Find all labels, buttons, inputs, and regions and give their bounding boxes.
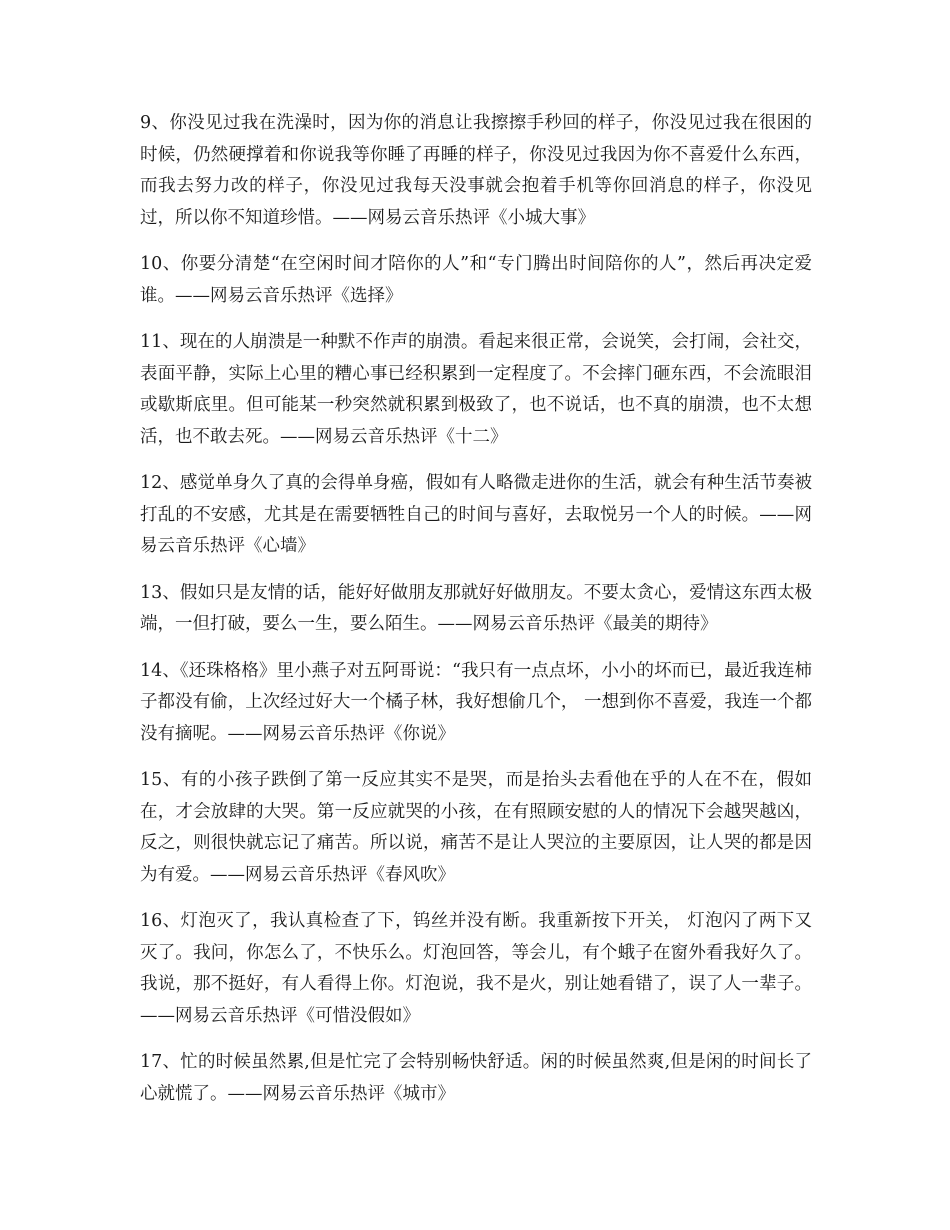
quote-paragraph-13: 13、假如只是友情的话，能好好做朋友那就好好做朋友。不要太贪心，爱情这东西太极端，一但打破，要么一生，要么陌生。——网易云音乐热评《最美的期待》 xyxy=(140,582,812,634)
quote-paragraph-10: 10、你要分清楚“在空闲时间才陪你的人”和“专门腾出时间陪你的人”，然后再决定爱谁。——网易云音乐热评《选择》 xyxy=(140,254,812,306)
quote-paragraph-14: 14、《还珠格格》里小燕子对五阿哥说：“我只有一点点坏，小小的坏而已，最近我连柿子都没有偷，上次经过好大一个橘子林，我好想偷几个， 一想到你不喜爱，我连一个都没有摘呢。——网易云音乐热评《你说》 xyxy=(140,660,812,744)
quote-paragraph-12: 12、感觉单身久了真的会得单身癌，假如有人略微走进你的生活，就会有种生活节奏被打乱的不安感，尤其是在需要牺牲自己的时间与喜好，去取悦另一个人的时候。——网易云音乐热评《心墙》 xyxy=(140,473,812,556)
document-body xyxy=(140,108,812,1125)
quote-paragraph-17: 17、忙的时候虽然累,但是忙完了会特别畅快舒适。闲的时候虽然爽,但是闲的时间长了心就慌了。——网易云音乐热评《城市》 xyxy=(140,1052,812,1104)
quote-paragraph-15: 15、有的小孩子跌倒了第一反应其实不是哭，而是抬头去看他在乎的人在不在，假如在，才会放肆的大哭。第一反应就哭的小孩，在有照顾安慰的人的情况下会越哭越凶，反之，则很快就忘记了痛苦。所以说，痛苦不是让人哭泣的主要原因，让人哭的都是因为有爱。——网易云音乐热评《春风吹》 xyxy=(140,770,812,885)
quote-paragraph-16: 16、灯泡灭了，我认真检查了下，钨丝并没有断。我重新按下开关， 灯泡闪了两下又灭了。我问，你怎么了，不快乐么。灯泡回答，等会儿，有个蛾子在窗外看我好久了。我说，那不挺好，有人看得上你。灯泡说，我不是火，别让她看错了，误了人一辈子。——网易云音乐热评《可惜没假如》 xyxy=(140,911,812,1026)
quote-paragraph-11: 11、现在的人崩溃是一种默不作声的崩溃。看起来很正常，会说笑，会打闹，会社交，表面平静，实际上心里的糟心事已经积累到一定程度了。不会摔门砸东西，不会流眼泪或歇斯底里。但可能某一秒突然就积累到极致了，也不说话，也不真的崩溃，也不太想活，也不敢去死。——网易云音乐热评《十二》 xyxy=(140,332,812,447)
quote-paragraph-9: 9、你没见过我在洗澡时，因为你的消息让我擦擦手秒回的样子，你没见过我在很困的时候，仍然硬撑着和你说我等你睡了再睡的样子，你没见过我因为你不喜爱什么东西，而我去努力改的样子，你没见过我每天没事就会抱着手机等你回消息的样子，你没见过，所以你不知道珍惜。——网易云音乐热评《小城大事》 xyxy=(140,113,812,228)
